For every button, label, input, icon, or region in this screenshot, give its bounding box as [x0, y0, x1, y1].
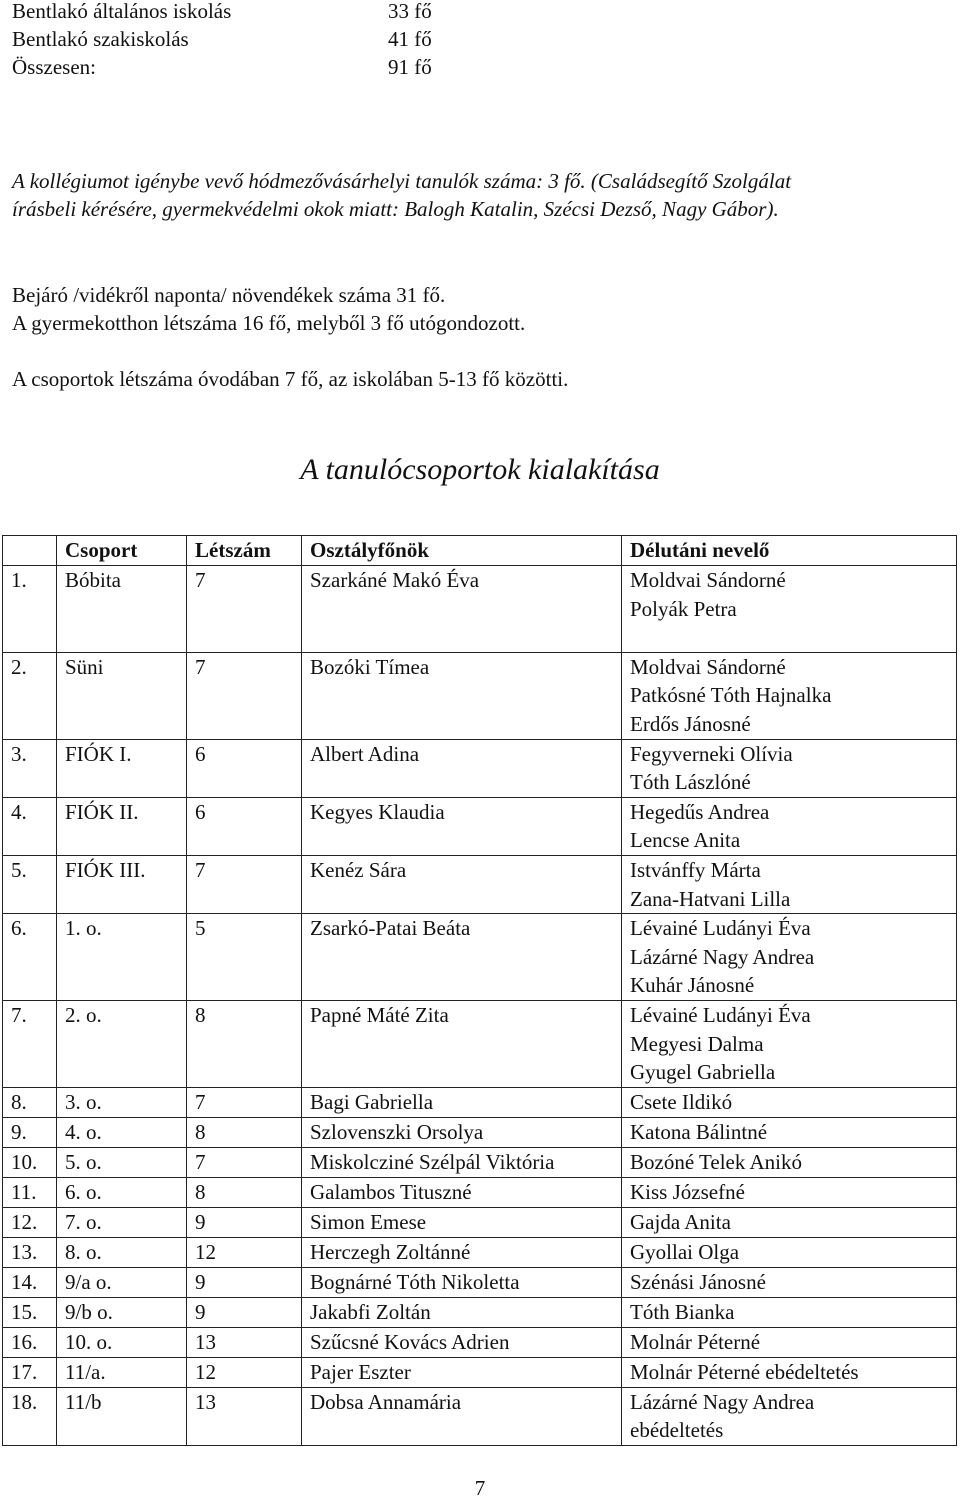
row-delutani-nevelo	[622, 1087, 957, 1117]
row-letszam: 7	[187, 1087, 302, 1117]
row-number: 14.	[3, 1267, 57, 1297]
groups-table	[2, 535, 957, 1446]
stat-value: 91 fő	[388, 55, 432, 79]
row-osztalyfonok: Albert Adina	[302, 739, 622, 797]
nevelo-name: Lázárné Nagy Andrea	[630, 1389, 815, 1414]
row-number: 12.	[3, 1207, 57, 1237]
row-number: 1.	[3, 566, 57, 653]
row-osztalyfonok: Kegyes Klaudia	[302, 797, 622, 855]
nevelo-name: Lencse Anita	[630, 828, 741, 853]
row-number: 11.	[3, 1177, 57, 1207]
row-delutani-nevelo	[622, 1387, 957, 1445]
table-row	[3, 1387, 957, 1445]
table-row	[3, 1267, 957, 1297]
table-row	[3, 1087, 957, 1117]
table-row	[3, 1297, 957, 1327]
row-osztalyfonok: Dobsa Annamária	[302, 1387, 622, 1445]
row-osztalyfonok: Szlovenszki Orsolya	[302, 1117, 622, 1147]
nevelo-name: Kiss Józsefné	[630, 1179, 745, 1204]
nevelo-name: Hegedűs Andrea	[630, 799, 770, 824]
row-delutani-nevelo	[622, 1117, 957, 1147]
row-csoport: 7. o.	[57, 1207, 187, 1237]
row-osztalyfonok: Simon Emese	[302, 1207, 622, 1237]
row-csoport: 2. o.	[57, 1000, 187, 1087]
table-row	[3, 566, 957, 653]
row-letszam: 8	[187, 1117, 302, 1147]
nevelo-name: Polyák Petra	[630, 596, 737, 621]
stat-label: Összesen:	[12, 55, 96, 79]
row-number: 16.	[3, 1327, 57, 1357]
row-delutani-nevelo	[622, 739, 957, 797]
nevelo-name: Lázárné Nagy Andrea	[630, 944, 815, 969]
row-delutani-nevelo	[622, 1327, 957, 1357]
bejaro-paragraph: Bejáró /vidékről naponta/ növendékek száma 31 fő.	[12, 283, 446, 307]
row-csoport: 4. o.	[57, 1117, 187, 1147]
nevelo-name: Gajda Anita	[630, 1209, 731, 1234]
nevelo-name: Patkósné Tóth Hajnalka	[630, 683, 832, 708]
table-body	[3, 566, 957, 1446]
row-csoport: FIÓK III.	[57, 855, 187, 913]
row-delutani-nevelo	[622, 1357, 957, 1387]
table-row	[3, 1207, 957, 1237]
table-row	[3, 739, 957, 797]
table-header-row	[3, 536, 957, 566]
row-osztalyfonok: Galambos Tituszné	[302, 1177, 622, 1207]
table-row	[3, 1357, 957, 1387]
row-delutani-nevelo	[622, 652, 957, 739]
row-number: 5.	[3, 855, 57, 913]
row-number: 4.	[3, 797, 57, 855]
nevelo-name: ebédeltetés	[630, 1418, 724, 1443]
row-csoport: 5. o.	[57, 1147, 187, 1177]
row-osztalyfonok: Bozóki Tímea	[302, 652, 622, 739]
row-letszam: 7	[187, 652, 302, 739]
row-letszam: 6	[187, 797, 302, 855]
row-delutani-nevelo	[622, 1237, 957, 1267]
header-osztalyfonok: Osztályfőnök	[302, 536, 622, 566]
row-csoport: 1. o.	[57, 914, 187, 1001]
stat-value: 33 fő	[388, 0, 432, 23]
stat-value: 41 fő	[388, 27, 432, 51]
row-delutani-nevelo	[622, 1177, 957, 1207]
table-row	[3, 1117, 957, 1147]
row-csoport: 10. o.	[57, 1327, 187, 1357]
row-delutani-nevelo	[622, 566, 957, 653]
nevelo-name: Bozóné Telek Anikó	[630, 1149, 802, 1174]
row-osztalyfonok: Jakabfi Zoltán	[302, 1297, 622, 1327]
row-csoport: FIÓK I.	[57, 739, 187, 797]
row-delutani-nevelo	[622, 855, 957, 913]
nevelo-name: Lévainé Ludányi Éva	[630, 916, 811, 941]
row-osztalyfonok: Szarkáné Makó Éva	[302, 566, 622, 653]
row-letszam: 9	[187, 1297, 302, 1327]
row-csoport: 3. o.	[57, 1087, 187, 1117]
table-row	[3, 1147, 957, 1177]
row-number: 10.	[3, 1147, 57, 1177]
gyermekotthon-paragraph: A gyermekotthon létszáma 16 fő, melyből 3 fő utógondozott.	[12, 311, 526, 335]
nevelo-name	[630, 623, 948, 652]
row-letszam: 13	[187, 1387, 302, 1445]
nevelo-name: Gyollai Olga	[630, 1239, 740, 1264]
row-number: 2.	[3, 652, 57, 739]
row-letszam: 7	[187, 855, 302, 913]
row-osztalyfonok: Miskolcziné Szélpál Viktória	[302, 1147, 622, 1177]
page-number: 7	[474, 1476, 486, 1500]
nevelo-name: Erdős Jánosné	[630, 711, 751, 736]
header-delutani-nevelo: Délutáni nevelő	[622, 536, 957, 566]
nevelo-name: Megyesi Dalma	[630, 1031, 764, 1056]
row-osztalyfonok: Herczegh Zoltánné	[302, 1237, 622, 1267]
nevelo-name: Molnár Péterné ebédeltetés	[630, 1359, 859, 1384]
row-csoport: 11/a.	[57, 1357, 187, 1387]
row-number: 15.	[3, 1297, 57, 1327]
kollegium-paragraph-line-1: A kollégiumot igénybe vevő hódmezővásárhelyi tanulók száma: 3 fő. (Családsegítő Szolgálat	[12, 169, 792, 193]
row-letszam: 9	[187, 1267, 302, 1297]
row-number: 9.	[3, 1117, 57, 1147]
row-osztalyfonok: Bagi Gabriella	[302, 1087, 622, 1117]
nevelo-name: Istvánffy Márta	[630, 857, 761, 882]
row-number: 13.	[3, 1237, 57, 1267]
nevelo-name: Szénási Jánosné	[630, 1269, 766, 1294]
nevelo-name: Gyugel Gabriella	[630, 1060, 776, 1085]
nevelo-name: Moldvai Sándorné	[630, 654, 786, 679]
row-number: 8.	[3, 1087, 57, 1117]
row-delutani-nevelo	[622, 1000, 957, 1087]
row-letszam: 13	[187, 1327, 302, 1357]
row-csoport: 11/b	[57, 1387, 187, 1445]
row-number: 6.	[3, 914, 57, 1001]
row-osztalyfonok: Kenéz Sára	[302, 855, 622, 913]
table-row	[3, 1237, 957, 1267]
row-letszam: 5	[187, 914, 302, 1001]
row-osztalyfonok: Zsarkó-Patai Beáta	[302, 914, 622, 1001]
row-csoport: Süni	[57, 652, 187, 739]
stat-label: Bentlakó szakiskolás	[12, 27, 189, 51]
row-csoport: Bóbita	[57, 566, 187, 653]
row-letszam: 12	[187, 1357, 302, 1387]
header-num	[3, 536, 57, 566]
row-csoport: 9/a o.	[57, 1267, 187, 1297]
row-letszam: 6	[187, 739, 302, 797]
kollegium-paragraph-line-2: írásbeli kérésére, gyermekvédelmi okok miatt: Balogh Katalin, Szécsi Dezső, Nagy Gábor).	[12, 197, 779, 221]
row-delutani-nevelo	[622, 797, 957, 855]
row-osztalyfonok: Papné Máté Zita	[302, 1000, 622, 1087]
csoportok-paragraph: A csoportok létszáma óvodában 7 fő, az iskolában 5-13 fő közötti.	[12, 367, 569, 391]
section-title: A tanulócsoportok kialakítása	[300, 453, 660, 486]
nevelo-name: Katona Bálintné	[630, 1119, 768, 1144]
header-letszam: Létszám	[187, 536, 302, 566]
row-letszam: 7	[187, 1147, 302, 1177]
table-row	[3, 652, 957, 739]
row-delutani-nevelo	[622, 1297, 957, 1327]
stat-row	[12, 0, 472, 25]
nevelo-name: Lévainé Ludányi Éva	[630, 1002, 811, 1027]
row-csoport: 9/b o.	[57, 1297, 187, 1327]
stat-row	[12, 53, 472, 81]
table-row	[3, 914, 957, 1001]
stat-label: Bentlakó általános iskolás	[12, 0, 232, 23]
row-number: 7.	[3, 1000, 57, 1087]
nevelo-name: Csete Ildikó	[630, 1089, 733, 1114]
row-delutani-nevelo	[622, 1207, 957, 1237]
table-row	[3, 1177, 957, 1207]
nevelo-name: Moldvai Sándorné	[630, 568, 786, 592]
row-letszam: 8	[187, 1177, 302, 1207]
nevelo-name: Fegyverneki Olívia	[630, 741, 793, 766]
row-osztalyfonok: Bognárné Tóth Nikoletta	[302, 1267, 622, 1297]
nevelo-name: Molnár Péterné	[630, 1329, 761, 1354]
row-delutani-nevelo	[622, 1267, 957, 1297]
table-row	[3, 855, 957, 913]
row-letszam: 12	[187, 1237, 302, 1267]
row-number: 18.	[3, 1387, 57, 1445]
row-number: 17.	[3, 1357, 57, 1387]
row-delutani-nevelo	[622, 914, 957, 1001]
row-delutani-nevelo	[622, 1147, 957, 1177]
nevelo-name: Tóth Lászlóné	[630, 770, 751, 795]
table-row	[3, 1327, 957, 1357]
row-letszam: 9	[187, 1207, 302, 1237]
table-row	[3, 797, 957, 855]
nevelo-name: Kuhár Jánosné	[630, 973, 755, 998]
row-csoport: 6. o.	[57, 1177, 187, 1207]
row-osztalyfonok: Pajer Eszter	[302, 1357, 622, 1387]
nevelo-name: Zana-Hatvani Lilla	[630, 886, 791, 911]
row-number: 3.	[3, 739, 57, 797]
row-letszam: 7	[187, 566, 302, 653]
row-csoport: 8. o.	[57, 1237, 187, 1267]
table-row	[3, 1000, 957, 1087]
row-csoport: FIÓK II.	[57, 797, 187, 855]
stat-row	[12, 25, 472, 53]
row-letszam: 8	[187, 1000, 302, 1087]
row-osztalyfonok: Szűcsné Kovács Adrien	[302, 1327, 622, 1357]
header-csoport: Csoport	[57, 536, 187, 566]
nevelo-name: Tóth Bianka	[630, 1299, 735, 1324]
